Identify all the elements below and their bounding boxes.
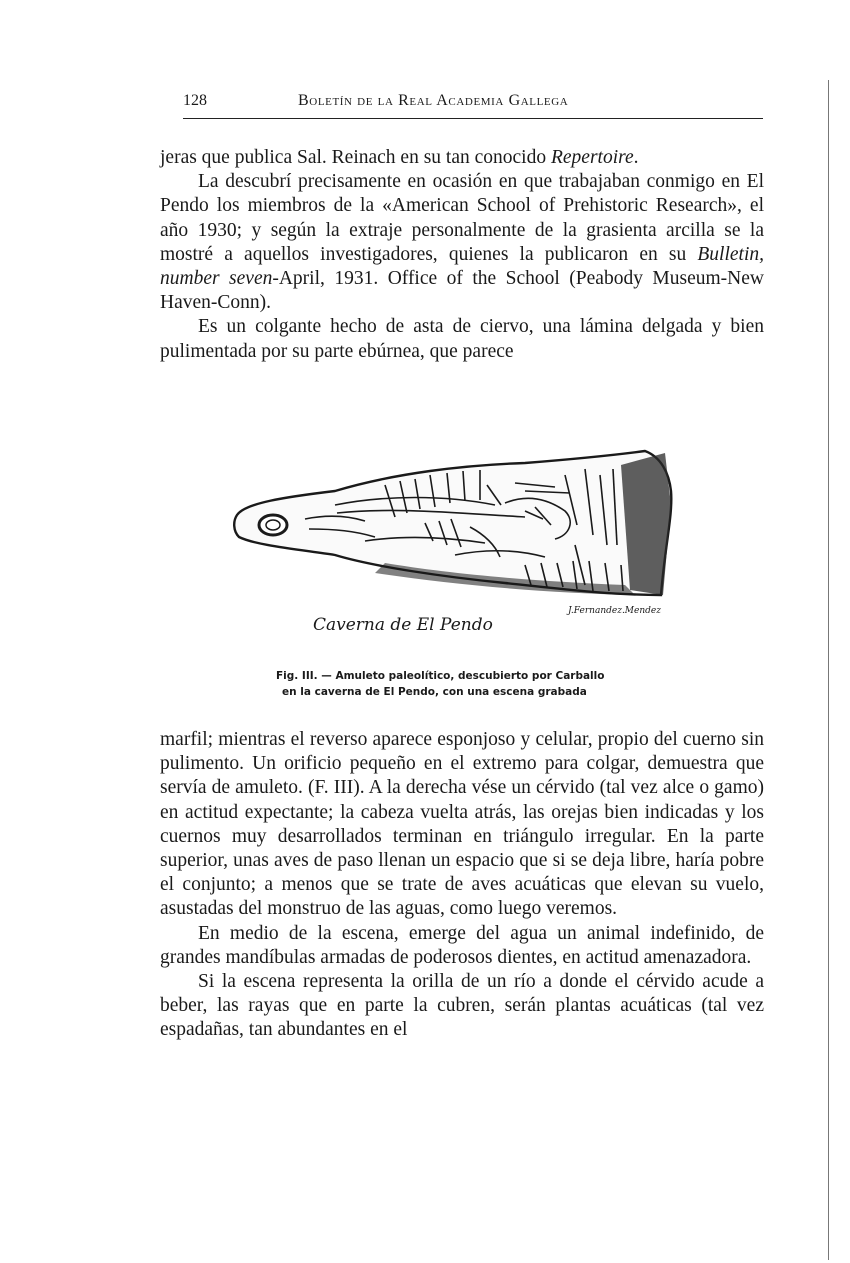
text-run: Es un colgante hecho de asta de ciervo, una lámina delgada y bien pulimentada por su parte ebúrnea, que parece [160,316,764,362]
italic-text-run: Bulletin, number seven [160,243,764,290]
text-run: marfil; mientras el reverso aparece esponjoso y celular, propio del cuerno sin pulimento. Un orificio pequeño en el extremo para colgar, demuestra que servía de amuleto. (F. III). A la derecha vése un cérvido (tal vez alce o gamo) en actitud expectante; la cabeza vuelta atrás, las orejas bien indicadas y los cuernos muy desarrollados terminan en triángulo irregular. En la parte superior, unas aves de paso llenan un espacio que si se deja libre, haría pobre el conjunto; a menos que se trate de aves acuáticas que elevan su vuelo, asustadas del monstruo de las aguas, como luego veremos. [160,729,764,920]
text-block-top [160,146,764,364]
page-number: 128 [183,92,207,109]
text-run: . [633,147,639,168]
paragraph [160,146,764,170]
artist-signature: J.Fernandez.Mendez [568,606,661,616]
text-run: jeras que publica Sal. Reinach en su tan conocido [160,147,551,168]
text-block-bottom [160,728,764,1043]
text-run: -April, 1931. Office of the School (Peabody Museum-New Haven-Conn). [160,268,764,314]
italic-text-run: Repertoire [550,147,634,168]
page-header [183,92,763,119]
paragraph [160,315,764,363]
paragraph [160,728,764,922]
paragraph [160,922,764,970]
text-run: Si la escena representa la orilla de un río a donde el cérvido acude a beber, las rayas que en parte la cubren, serán plantas acuáticas (tal vez espadañas, tan abundantes en el [160,971,764,1041]
paragraph [160,170,764,315]
handwritten-caption: Caverna de El Pendo [313,615,493,635]
figure-caption-line-2: en la caverna de El Pendo, con una escena grabada [282,686,587,698]
text-run: En medio de la escena, emerge del agua un animal indefinido, de grandes mandíbulas armadas de poderosos dientes, en actitud amenazadora. [160,922,764,968]
figure-caption [276,668,656,700]
suspension-hole [259,515,287,535]
text-run: La descubrí precisamente en ocasión en que trabajaban conmigo en El Pendo los miembros de la «American School of Prehistoric Research», el año 1930; y según la extraje personalmente de la grasienta arcilla se la mostré a aquellos investigadores, quienes la publicaron en su [160,171,764,265]
amulet-engraving-figure [225,445,685,615]
paragraph [160,970,764,1043]
running-title: Boletín de la Real Academia Gallega [298,92,569,109]
page-edge-line [828,80,829,1260]
figure-caption-line-1: Fig. III. — Amuleto paleolítico, descubierto por Carballo [276,670,605,682]
